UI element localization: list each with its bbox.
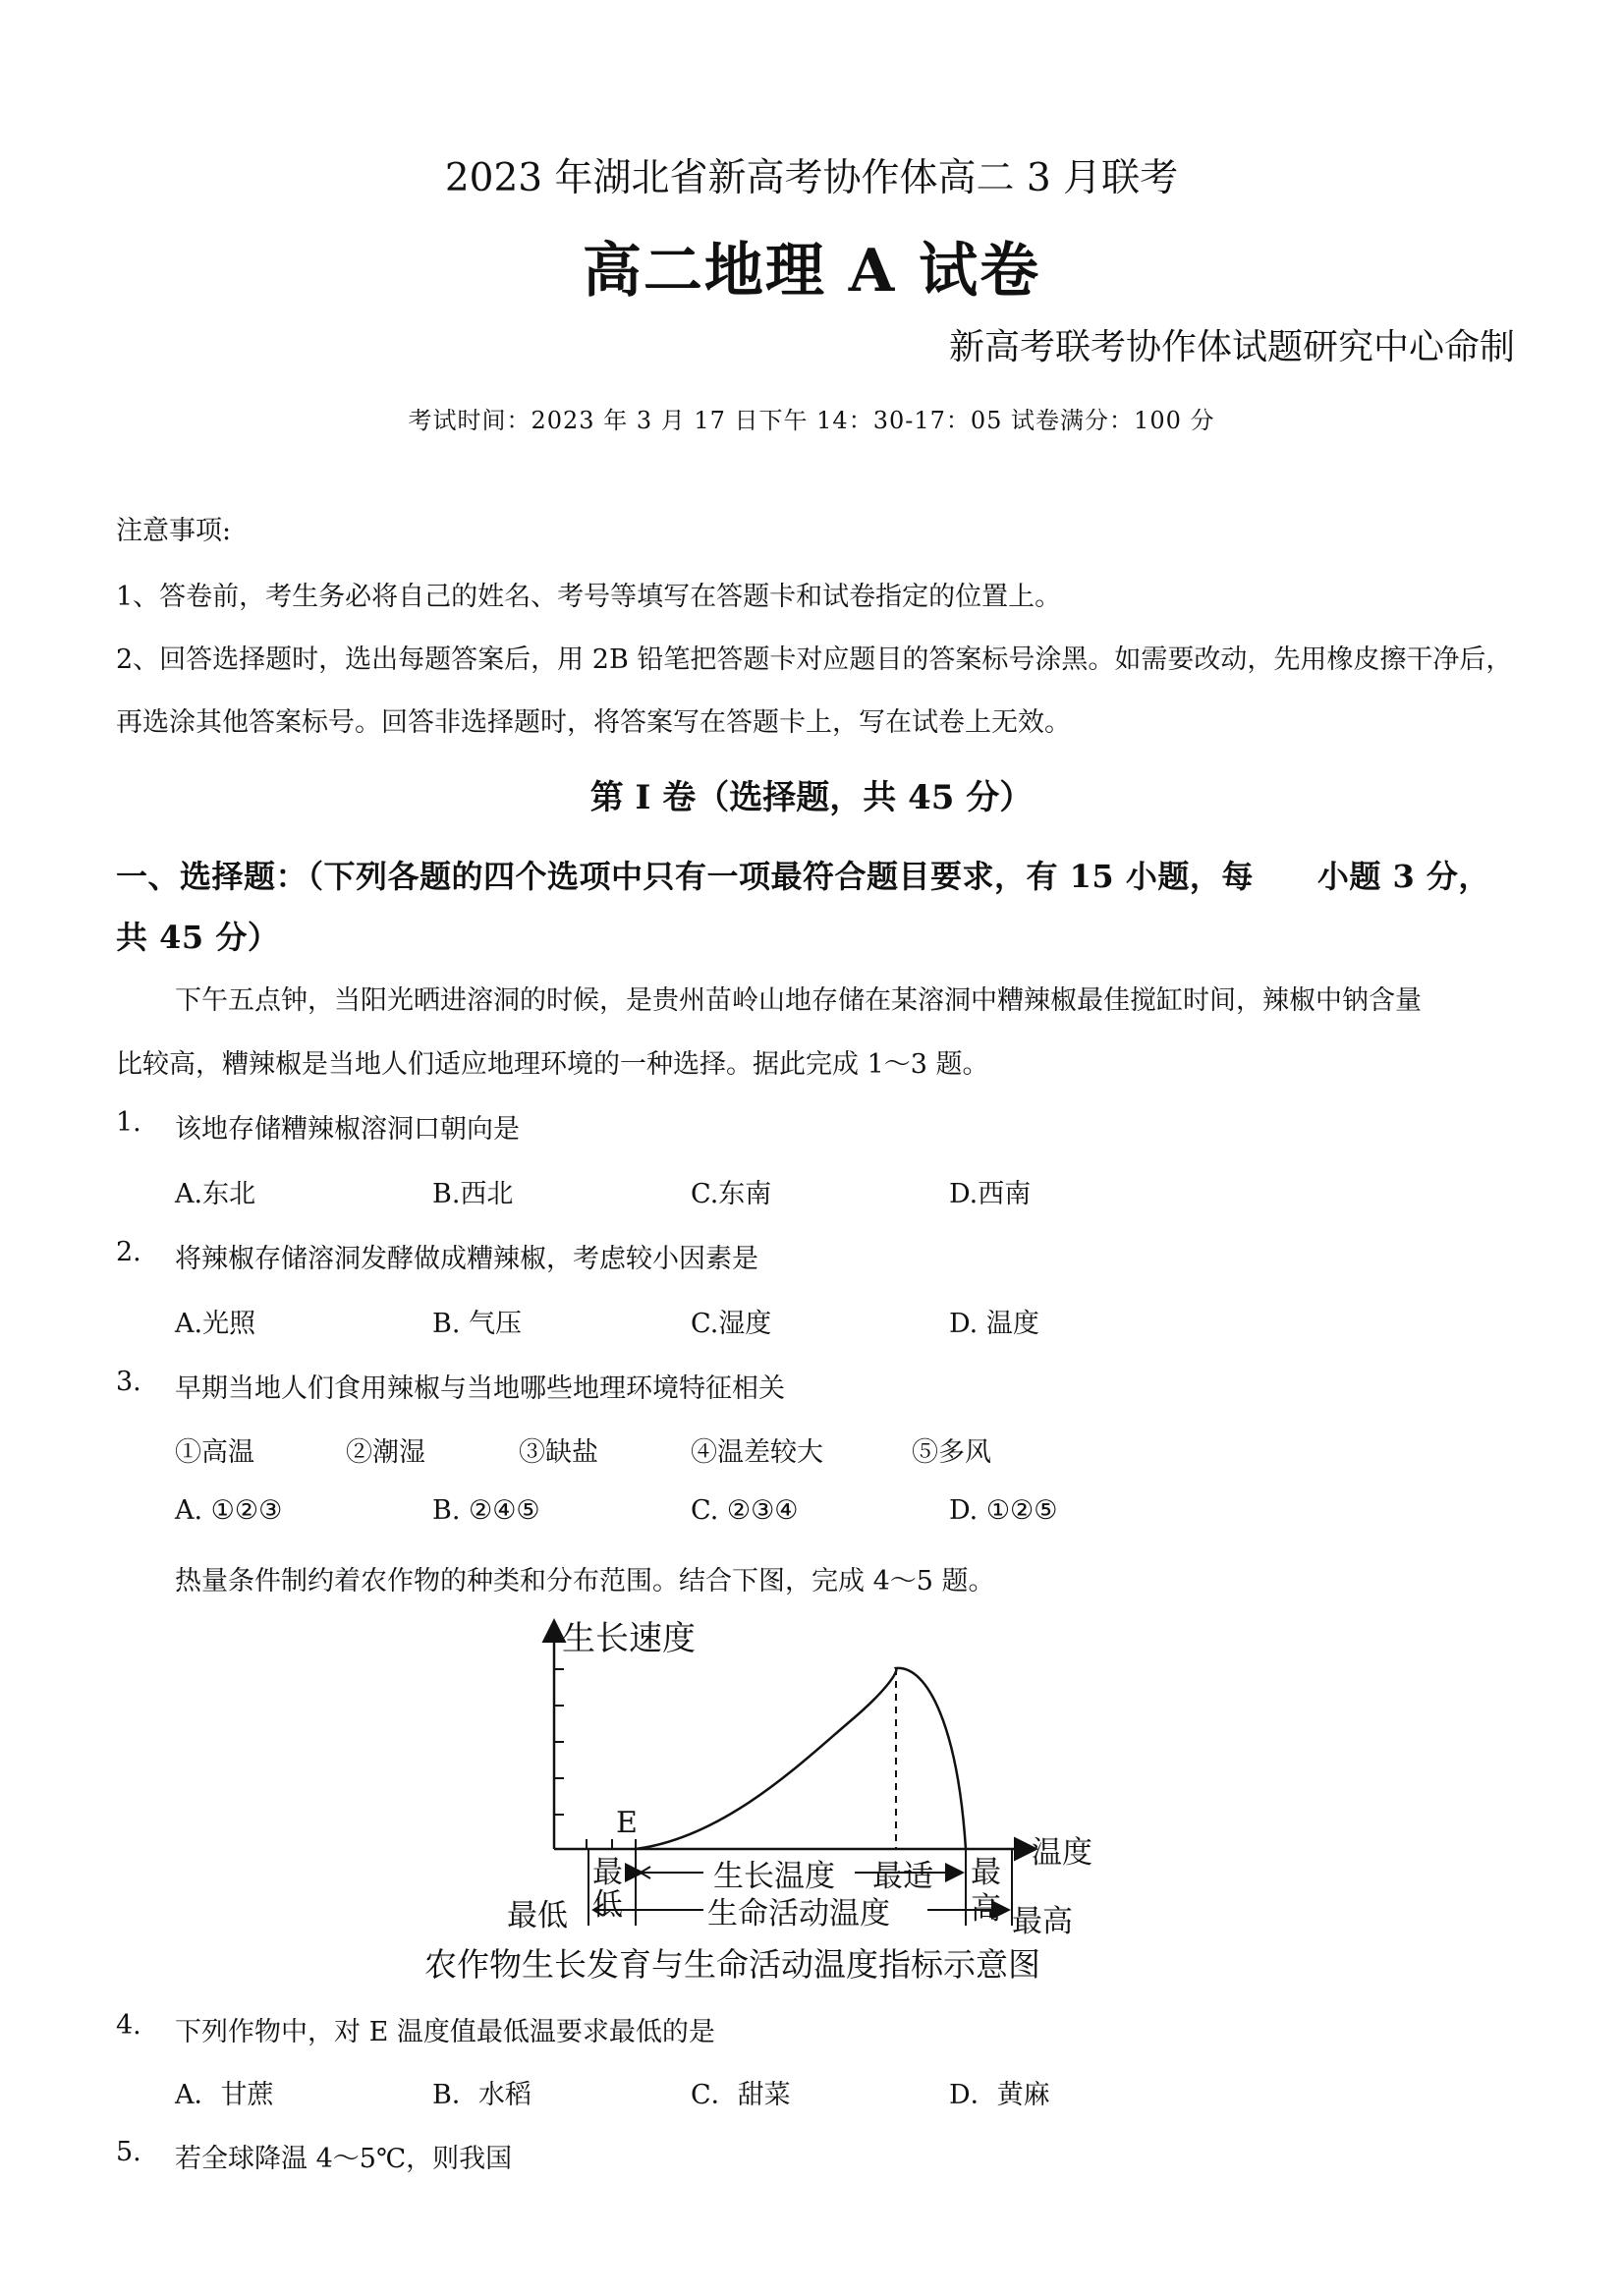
question-3-option-c: C. ②③④ bbox=[691, 1495, 799, 1526]
notice-item-1: 1、答卷前，考生务必将自己的姓名、考号等填写在答题卡和试卷指定的位置上。 bbox=[116, 582, 1062, 612]
part-heading: 一、选择题：（下列各题的四个选项中只有一项最符合题目要求，有 15 小题，每 小题 3 分，共 45 分） bbox=[116, 858, 1490, 956]
figure-optimal: 最适 bbox=[872, 1859, 933, 1894]
life-range-arrowhead-left bbox=[593, 1904, 603, 1916]
question-1-option-b: B.西北 bbox=[432, 1179, 514, 1209]
question-4-text: 下列作物中，对 E 温度值最低温要求最低的是 bbox=[175, 2017, 715, 2047]
figure-max-right: 最高 bbox=[1012, 1904, 1073, 1939]
question-4-option-c: C．甜菜 bbox=[691, 2080, 791, 2110]
x-axis-ticks bbox=[587, 1839, 612, 1849]
figure-min-box-top: 最 bbox=[592, 1855, 623, 1890]
question-3-number: 3. bbox=[116, 1367, 141, 1397]
question-2-number: 2. bbox=[116, 1237, 141, 1267]
question-1-option-d: D.西南 bbox=[949, 1179, 1032, 1209]
question-5-number: 5. bbox=[116, 2137, 141, 2167]
question-3-text: 早期当地人们食用辣椒与当地哪些地理环境特征相关 bbox=[175, 1373, 785, 1404]
figure-max-box-top: 最 bbox=[971, 1855, 1001, 1890]
question-2-option-a: A.光照 bbox=[175, 1309, 256, 1339]
question-4-number: 4. bbox=[116, 2010, 141, 2041]
figure-growth-temp: 生长温度 bbox=[713, 1859, 835, 1894]
question-3-factor-3: ③缺盐 bbox=[519, 1437, 598, 1468]
growth-curve bbox=[636, 1668, 966, 1849]
question-2-option-b: B. 气压 bbox=[432, 1309, 523, 1339]
question-3-factor-5: ⑤多风 bbox=[912, 1437, 991, 1468]
question-2-text: 将辣椒存储溶洞发酵做成糟辣椒，考虑较小因素是 bbox=[175, 1244, 758, 1274]
exam-title: 2023 年湖北省新高考协作体高二 3 月联考 bbox=[444, 156, 1179, 200]
question-2-option-c: C.湿度 bbox=[691, 1309, 772, 1339]
question-3-option-b: B. ②④⑤ bbox=[432, 1495, 540, 1526]
question-3-factor-2: ②潮湿 bbox=[346, 1437, 425, 1468]
question-3-factor-4: ④温差较大 bbox=[691, 1437, 823, 1468]
question-1-option-c: C.东南 bbox=[691, 1179, 772, 1209]
figure-point-e: E bbox=[616, 1806, 638, 1840]
question-3-option-d: D. ①②⑤ bbox=[949, 1495, 1058, 1526]
question-2-option-d: D. 温度 bbox=[949, 1309, 1039, 1339]
figure-x-label: 温度 bbox=[1032, 1835, 1092, 1871]
figure-max-box-bottom: 高 bbox=[971, 1891, 1001, 1927]
question-4-option-d: D．黄麻 bbox=[949, 2080, 1050, 2110]
question-5-text: 若全球降温 4～5℃，则我国 bbox=[175, 2144, 513, 2174]
author-line: 新高考联考协作体试题研究中心命制 bbox=[948, 327, 1515, 367]
figure-min-box-bottom: 低 bbox=[592, 1887, 623, 1923]
notice-item-2-line-2: 再选涂其他答案标号。回答非选择题时，将答案写在答题卡上，写在试卷上无效。 bbox=[116, 707, 1071, 738]
figure-min-left: 最低 bbox=[507, 1898, 568, 1933]
section-title: 第 Ⅰ 卷（选择题，共 45 分） bbox=[589, 778, 1034, 817]
subject-title: 高二地理 A 试卷 bbox=[582, 237, 1041, 306]
passage-2: 热量条件制约着农作物的种类和分布范围。结合下图，完成 4～5 题。 bbox=[175, 1566, 995, 1596]
question-1-number: 1. bbox=[116, 1107, 141, 1138]
passage-1-line-1: 下午五点钟，当阳光晒进溶洞的时候，是贵州苗岭山地存储在某溶洞中糟辣椒最佳搅缸时间，辣椒中钠含量 bbox=[175, 985, 1422, 1016]
exam-meta: 考试时间：2023 年 3 月 17 日下午 14：30-17：05 试卷满分：100 分 bbox=[408, 407, 1215, 434]
notice-item-2-line-1: 2、回答选择题时，选出每题答案后，用 2B 铅笔把答题卡对应题目的答案标号涂黑。如需要改动，先用橡皮擦干净后， bbox=[116, 644, 1513, 675]
figure-caption: 农作物生长发育与生命活动温度指标示意图 bbox=[424, 1945, 1040, 1984]
passage-1-line-2: 比较高，糟辣椒是当地人们适应地理环境的一种选择。据此完成 1～3 题。 bbox=[116, 1049, 989, 1080]
question-4-option-a: A．甘蔗 bbox=[175, 2080, 274, 2110]
question-4-option-b: B．水稻 bbox=[432, 2080, 532, 2110]
y-axis-ticks bbox=[554, 1669, 564, 1815]
notice-heading: 注意事项: bbox=[116, 516, 232, 546]
question-1-option-a: A.东北 bbox=[175, 1179, 256, 1209]
question-1-text: 该地存储糟辣椒溶洞口朝向是 bbox=[175, 1114, 520, 1145]
question-3-option-a: A. ①②③ bbox=[175, 1495, 283, 1526]
growth-range-arrowhead-left bbox=[641, 1867, 650, 1878]
figure-life-temp: 生命活动温度 bbox=[707, 1896, 890, 1932]
figure-y-label: 生长速度 bbox=[562, 1619, 696, 1658]
question-3-factor-1: ①高温 bbox=[175, 1437, 254, 1468]
